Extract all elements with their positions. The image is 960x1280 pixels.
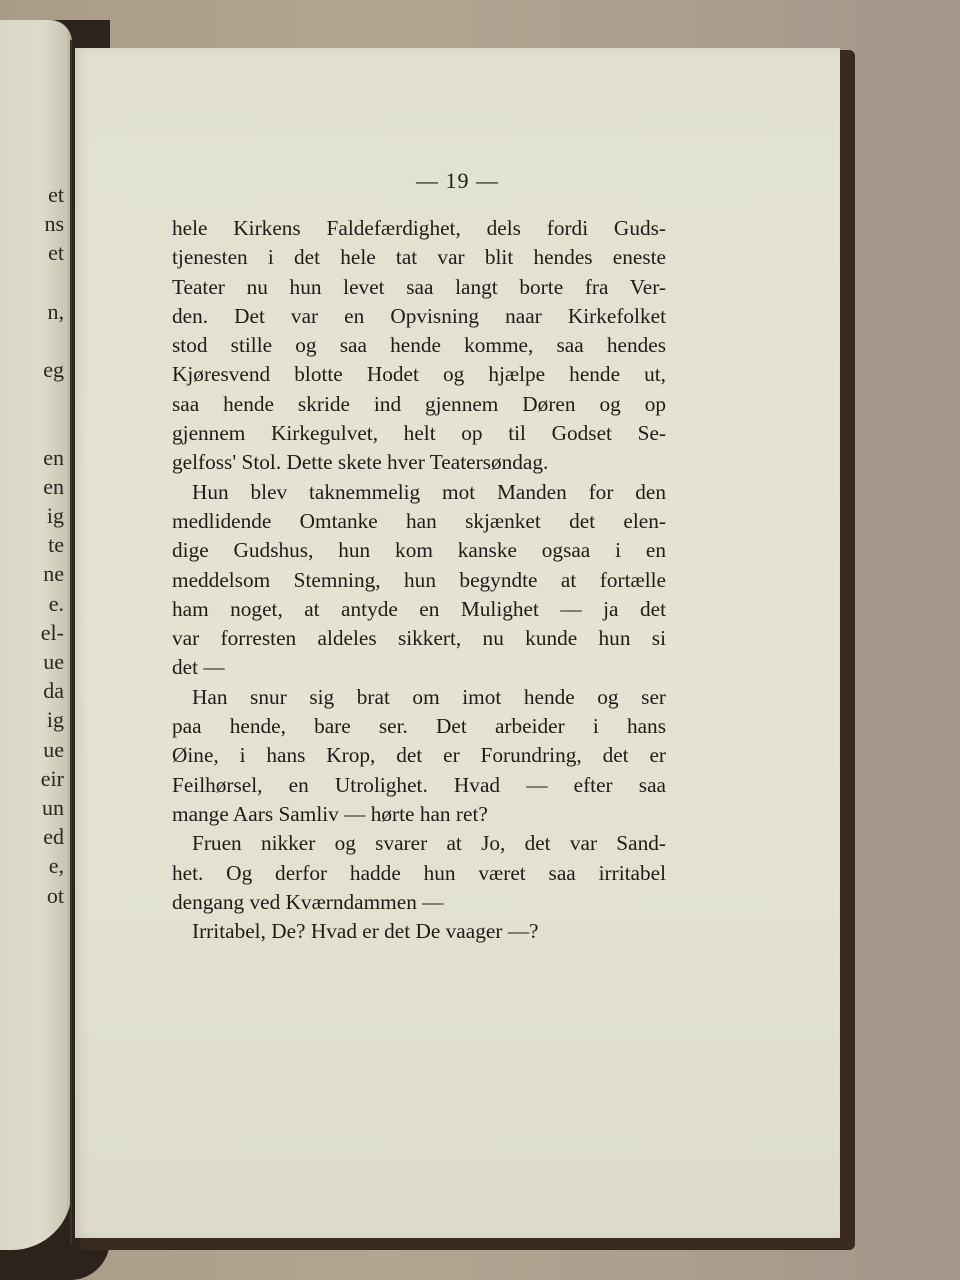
body-text [172,214,666,946]
text-line: gjennem Kirkegulvet, helt op til Godset Se- [172,421,666,446]
left-page-fragment: eg [43,357,64,383]
left-page-fragment [41,326,64,355]
left-page-fragment: en [43,473,64,499]
text-line: Fruen nikker og svarer at Jo, det var Sand- [192,831,666,856]
left-page-fragment [41,414,64,443]
text-line: hele Kirkens Faldefærdighet, dels fordi Guds- [172,216,666,240]
text-line: var forresten aldeles sikkert, nu kunde hun si [172,626,666,651]
text-line: Irritabel, De? Hvad er det De vaager —? [192,919,539,944]
paragraph [172,917,666,946]
paragraph [172,214,666,478]
right-page [75,48,840,1238]
paragraph [172,829,666,917]
left-page-fragment: el- [40,619,64,645]
text-line: Kjøresvend blotte Hodet og hjælpe hende ut, [172,362,666,387]
left-page-fragment: n, [47,298,64,324]
left-page [0,20,72,1250]
text-line: dengang ved Kværndammen — [172,889,444,914]
text-line: paa hende, bare ser. Det arbeider i hans [172,714,666,739]
text-line: gelfoss' Stol. Dette skete hver Teatersøndag. [172,450,549,475]
text-line: Teater nu hun levet saa langt borte fra Ver- [172,274,666,299]
left-page-fragment: ue [43,649,64,674]
text-line: ham noget, at antyde en Mulighet — ja det [172,596,666,621]
left-page-fragment: ns [44,211,64,237]
text-line: Han snur sig brat om imot hende og ser [192,684,666,709]
book-gutter [70,40,72,1245]
left-page-text-fragments [41,180,64,910]
text-line: Hun blev taknemmelig mot Manden for den [192,479,666,504]
left-page-fragment: et [48,240,64,266]
left-page-fragment: et [48,182,64,207]
left-page-fragment: ne [43,561,64,587]
left-page-fragment: ig [46,707,64,733]
left-page-fragment: ot [46,882,64,908]
left-page-fragment: eir [40,765,64,791]
text-line: stod stille og saa hende komme, saa hendes [172,333,666,358]
left-page-fragment: te [48,532,64,558]
left-page-fragment: en [43,444,64,470]
page-number: — 19 — [416,168,499,193]
text-line: Feilhørsel, en Utrolighet. Hvad — efter saa [172,772,666,797]
text-line: Øine, i hans Krop, det er Forundring, det er [172,743,666,768]
text-line: saa hende skride ind gjennem Døren og op [172,391,666,416]
text-line: tjenesten i det hele tat var blit hendes eneste [172,245,666,270]
left-page-fragment: ue [43,736,64,762]
text-line: det — [172,655,225,680]
text-line: den. Det var en Opvisning naar Kirkefolket [172,303,666,328]
left-page-fragment [41,268,64,297]
left-page-fragment: un [42,794,64,820]
left-page-fragment: ed [43,824,64,850]
left-page-fragment: e, [48,853,64,879]
text-line: het. Og derfor hadde hun været saa irritabel [172,860,666,885]
left-page-fragment: da [43,678,64,704]
text-line: mange Aars Samliv — hørte han ret? [172,801,488,826]
left-page-fragment [41,384,64,413]
paragraph [172,478,666,683]
text-line: medlidende Omtanke han skjænket det elen- [172,508,666,533]
text-line: meddelsom Stemning, hun begyndte at fortælle [172,567,666,592]
left-page-fragment: e. [48,590,64,616]
paragraph [172,683,666,829]
text-line: dige Gudshus, hun kom kanske ogsaa i en [172,538,666,563]
left-page-fragment: ig [46,503,64,529]
